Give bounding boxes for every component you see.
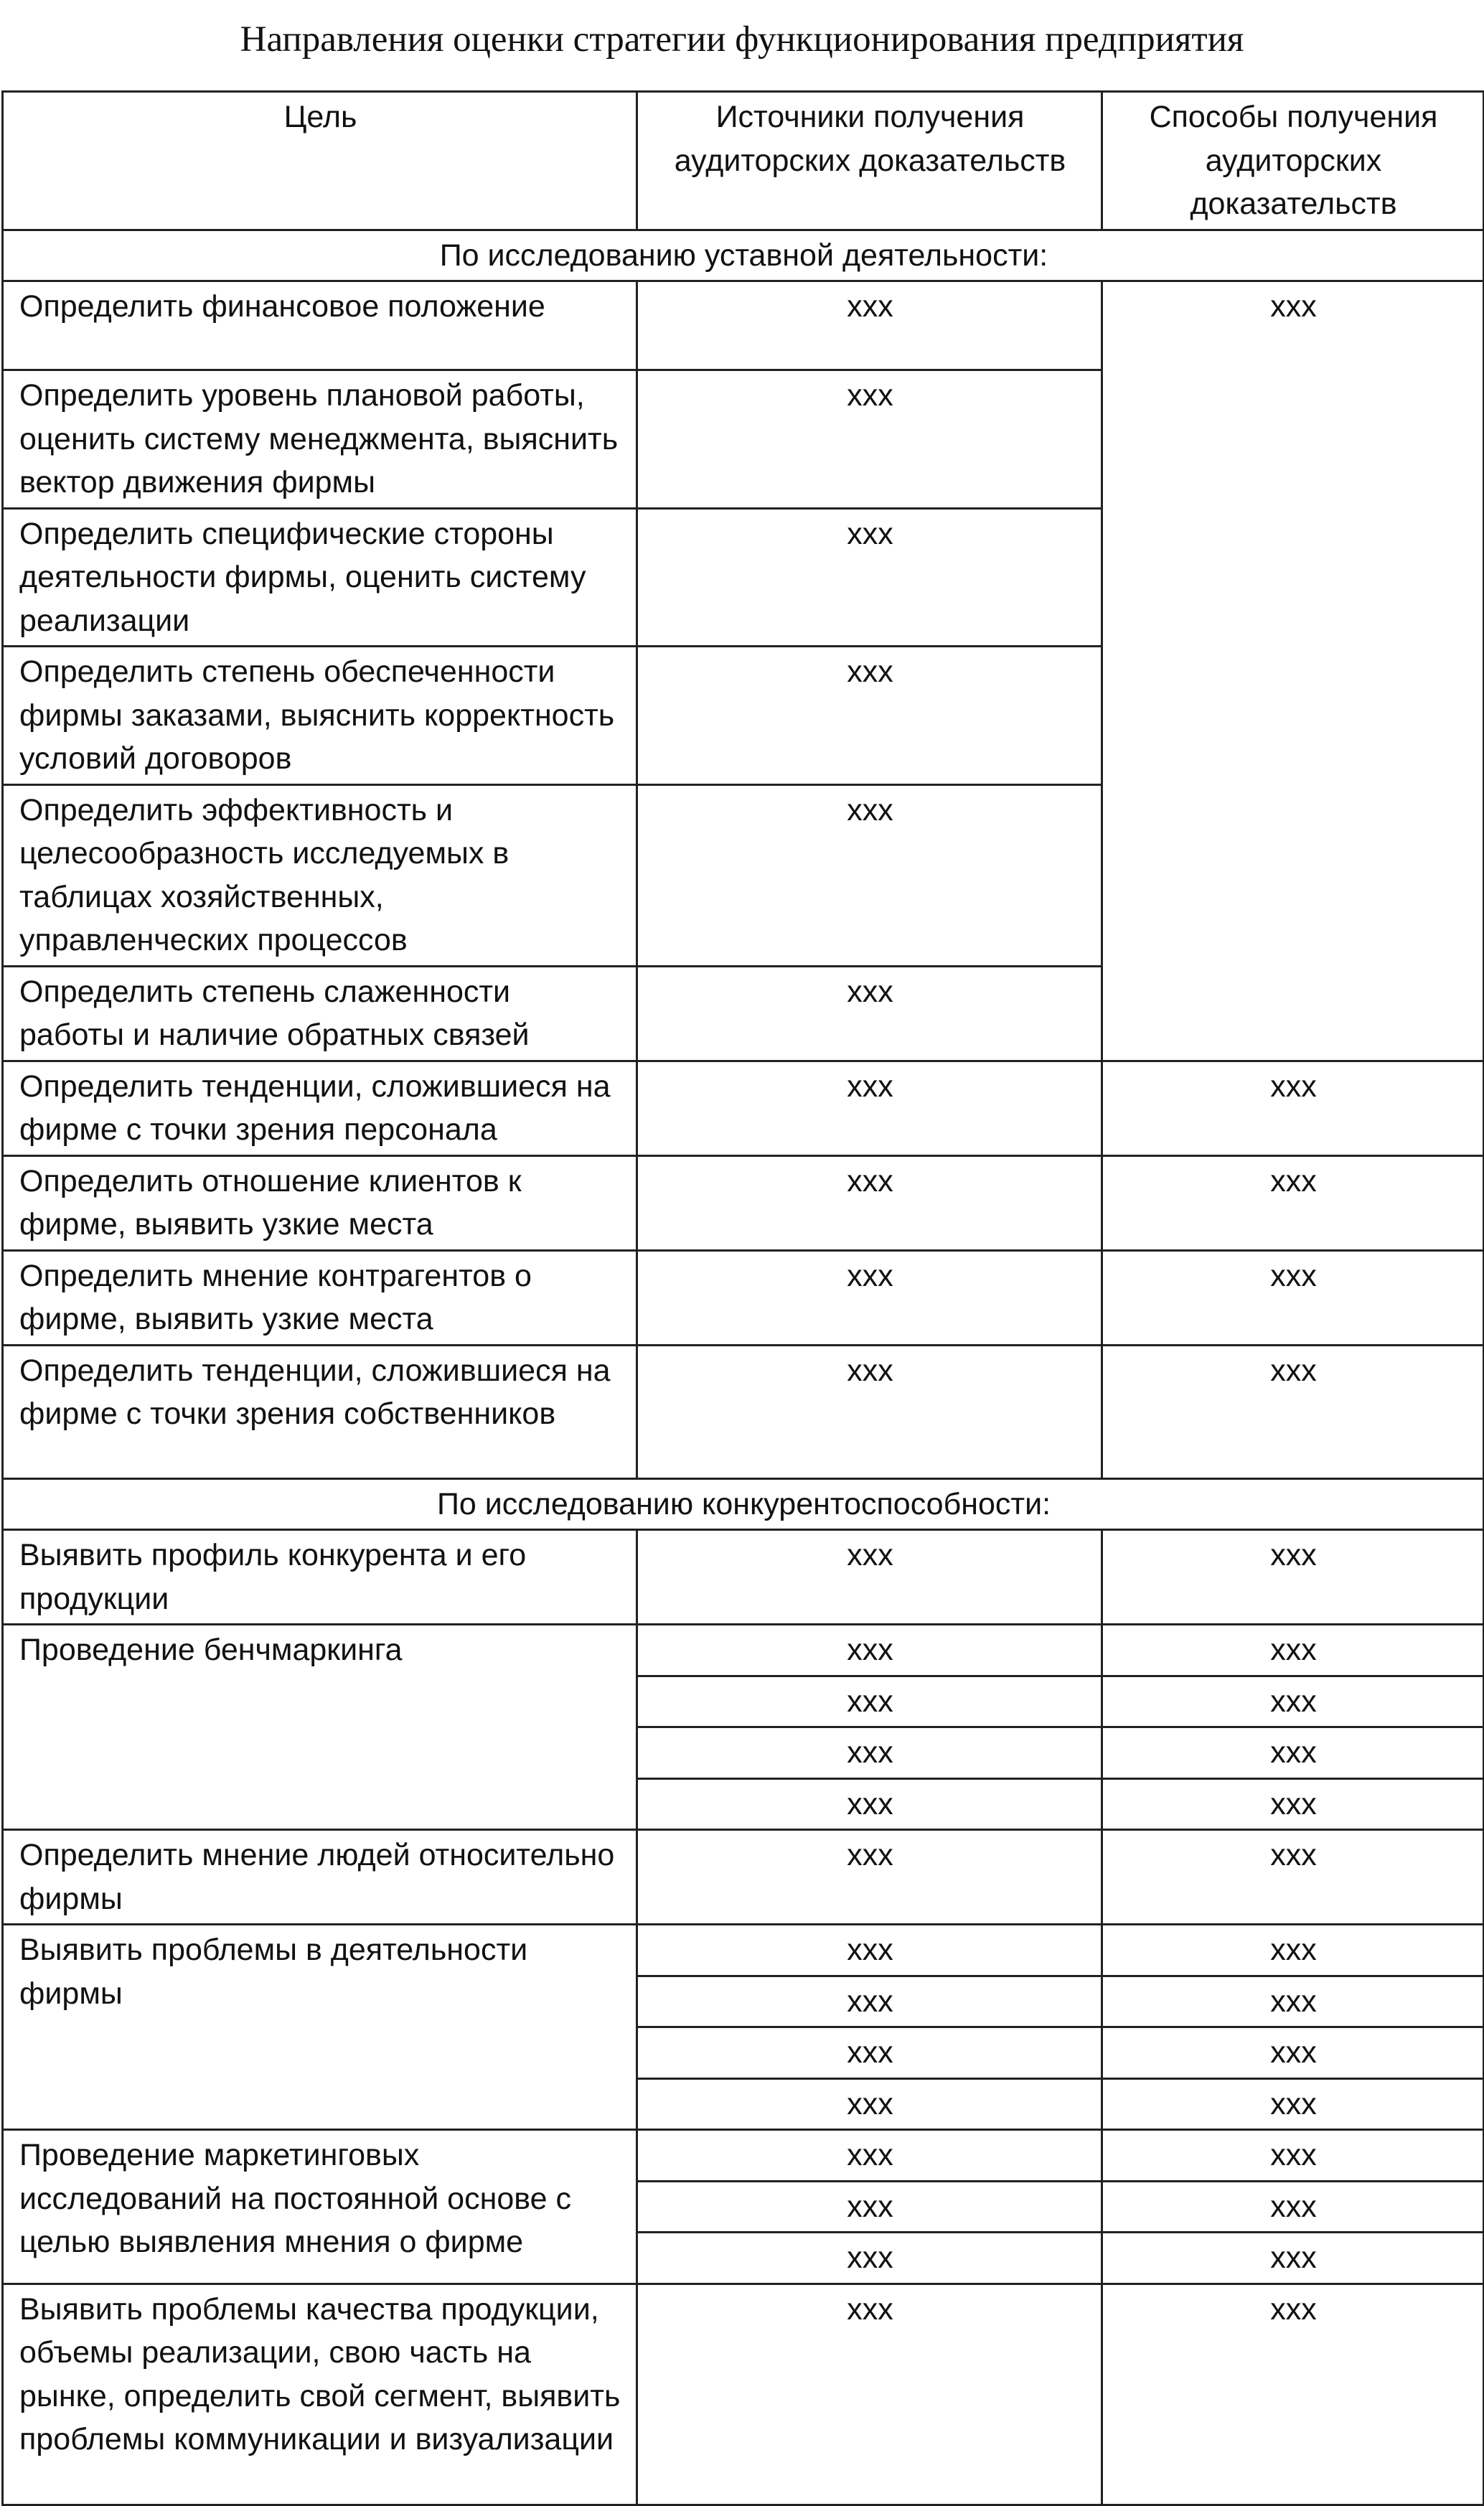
methods-cell: ххх — [1102, 1250, 1484, 1345]
goal-cell: Определить тенденции, сложившиеся на фирме с точки зрения персонала — [3, 1061, 637, 1155]
sources-cell: ххх — [637, 370, 1102, 509]
methods-cell: ххх — [1102, 1925, 1484, 1976]
methods-cell: ххх — [1102, 2284, 1484, 2505]
goal-cell: Выявить профиль конкурента и его продукции — [3, 1530, 637, 1625]
strategy-assessment-table — [1, 90, 1484, 2506]
sources-cell: ххх — [637, 647, 1102, 785]
section-title: По исследованию уставной деятельности: — [3, 230, 1484, 281]
methods-cell: ххх — [1102, 1155, 1484, 1250]
goal-cell: Определить финансовое положение — [3, 281, 637, 370]
methods-cell: ххх — [1102, 1727, 1484, 1779]
sources-cell: ххх — [637, 2027, 1102, 2079]
methods-cell: ххх — [1102, 1778, 1484, 1830]
sources-cell: ххх — [637, 1676, 1102, 1727]
table-row — [3, 2284, 1484, 2505]
sources-cell: ххх — [637, 2130, 1102, 2182]
goal-cell: Определить мнение людей относительно фирмы — [3, 1830, 637, 1925]
goal-cell: Определить тенденции, сложившиеся на фирме с точки зрения собственников — [3, 1345, 637, 1478]
sources-cell: ххх — [637, 2284, 1102, 2505]
methods-cell: ххх — [1102, 2181, 1484, 2233]
table-row — [3, 1830, 1484, 1925]
sources-cell: ххх — [637, 1976, 1102, 2027]
methods-cell: ххх — [1102, 2027, 1484, 2079]
goal-cell: Определить степень слаженности работы и наличие обратных связей — [3, 966, 637, 1061]
table-row — [3, 1925, 1484, 1976]
table-row — [3, 1345, 1484, 1478]
methods-cell: ххх — [1102, 2130, 1484, 2182]
table-row — [3, 281, 1484, 370]
goal-cell: Определить уровень плановой работы, оценить систему менеджмента, выяснить вектор движения фирмы — [3, 370, 637, 509]
sources-cell: ххх — [637, 1727, 1102, 1779]
table-row — [3, 1625, 1484, 1676]
table-row — [3, 1155, 1484, 1250]
sources-cell: ххх — [637, 2078, 1102, 2130]
methods-cell: ххх — [1102, 1976, 1484, 2027]
sources-cell: ххх — [637, 966, 1102, 1061]
sources-cell: ххх — [637, 1345, 1102, 1478]
section-title: По исследованию конкурентоспособности: — [3, 1478, 1484, 1530]
goal-cell: Определить мнение контрагентов о фирме, выявить узкие места — [3, 1250, 637, 1345]
section-header-row — [3, 1478, 1484, 1530]
goal-cell: Проведение маркетинговых исследований на постоянной основе с целью выявления мнения о фирме — [3, 2130, 637, 2284]
sources-cell: ххх — [637, 784, 1102, 966]
table-row — [3, 1530, 1484, 1625]
sources-cell: ххх — [637, 1155, 1102, 1250]
methods-cell: ххх — [1102, 1625, 1484, 1676]
section-header-row — [3, 230, 1484, 281]
table-row — [3, 2130, 1484, 2182]
methods-cell: ххх — [1102, 1830, 1484, 1925]
sources-cell: ххх — [637, 281, 1102, 370]
methods-cell: ххх — [1102, 2078, 1484, 2130]
goal-cell: Проведение бенчмаркинга — [3, 1625, 637, 1830]
goal-cell: Выявить проблемы качества продукции, объемы реализации, свою часть на рынке, определить свой сегмент, выявить проблемы коммуникации и визуализации — [3, 2284, 637, 2505]
sources-cell: ххх — [637, 2233, 1102, 2284]
goal-cell: Определить специфические стороны деятельности фирмы, оценить систему реализации — [3, 508, 637, 647]
methods-cell: ххх — [1102, 2233, 1484, 2284]
header-sources: Источники получения аудиторских доказательств — [637, 92, 1102, 230]
sources-cell: ххх — [637, 1625, 1102, 1676]
document-title: Направления оценки стратегии функционирования предприятия — [240, 19, 1244, 60]
methods-cell: ххх — [1102, 1345, 1484, 1478]
table-header-row — [3, 92, 1484, 230]
sources-cell: ххх — [637, 1061, 1102, 1155]
table-row — [3, 1250, 1484, 1345]
sources-cell: ххх — [637, 1778, 1102, 1830]
goal-cell: Определить отношение клиентов к фирме, выявить узкие места — [3, 1155, 637, 1250]
sources-cell: ххх — [637, 2181, 1102, 2233]
methods-cell: ххх — [1102, 281, 1484, 1061]
sources-cell: ххх — [637, 1830, 1102, 1925]
table-row — [3, 1061, 1484, 1155]
methods-cell: ххх — [1102, 1530, 1484, 1625]
methods-cell: ххх — [1102, 1061, 1484, 1155]
goal-cell: Определить степень обеспеченности фирмы заказами, выяснить корректность условий договоров — [3, 647, 637, 785]
methods-cell: ххх — [1102, 1676, 1484, 1727]
header-goal: Цель — [3, 92, 637, 230]
header-methods: Способы получения аудиторских доказательств — [1102, 92, 1484, 230]
sources-cell: ххх — [637, 508, 1102, 647]
goal-cell: Определить эффективность и целесообразность исследуемых в таблицах хозяйственных, управленческих процессов — [3, 784, 637, 966]
sources-cell: ххх — [637, 1250, 1102, 1345]
sources-cell: ххх — [637, 1530, 1102, 1625]
goal-cell: Выявить проблемы в деятельности фирмы — [3, 1925, 637, 2130]
sources-cell: ххх — [637, 1925, 1102, 1976]
